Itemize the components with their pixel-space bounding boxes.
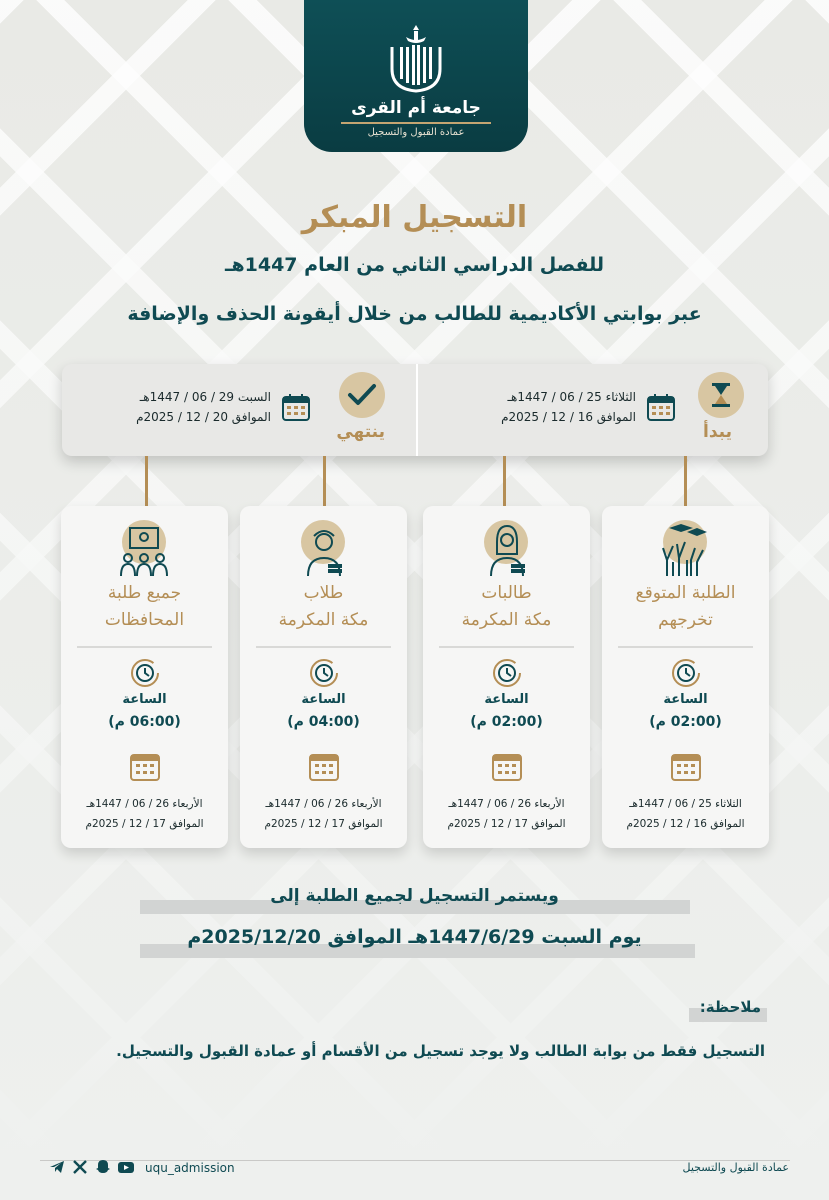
university-name: جامعة أم القرى [351,98,481,119]
calendar-icon [129,750,161,782]
card-audience-line1: طالبات [481,583,532,603]
time-label: الساعة [122,692,167,707]
time-value: (02:00 م) [470,714,543,730]
card-audience [602,580,769,634]
clock-icon [128,656,162,690]
gregorian-date: الموافق 17 / 12 / 2025م [264,818,383,830]
university-emblem-icon [386,23,446,93]
registration-continues [0,886,829,966]
female-student-icon [476,518,536,578]
gregorian-date: الموافق 17 / 12 / 2025م [447,818,566,830]
schedule-card-governorates [61,506,228,848]
continues-date: يوم السبت 1447/6/29هـ الموافق 2025/12/20م [187,926,642,948]
hijri-date: الأربعاء 26 / 06 / 1447هـ [448,798,565,810]
hijri-date: الأربعاء 26 / 06 / 1447هـ [265,798,382,810]
card-audience-line2: مكة المكرمة [461,610,552,631]
end-label: ينتهي [336,422,385,442]
registration-period-bar [62,364,768,456]
period-end [62,364,415,456]
end-hijri-date: السبت 29 / 06 / 1447هـ [139,390,271,404]
male-student-icon [293,518,353,578]
time-label: الساعة [663,692,708,707]
footer-deanship: عمادة القبول والتسجيل [682,1161,789,1174]
card-divider [256,646,391,648]
telegram-icon[interactable] [48,1158,66,1176]
continues-text: ويستمر التسجيل لجميع الطلبة إلى [270,886,559,906]
logo-divider [341,122,491,124]
start-label: يبدأ [703,422,732,442]
card-audience-line1: جميع طلبة [107,583,182,603]
card-audience-line2: مكة المكرمة [278,610,369,631]
card-divider [439,646,574,648]
card-audience-line1: طلاب [303,583,344,603]
note-text: التسجيل فقط من بوابة الطالب ولا يوجد تسجيل من الأقسام أو عمادة القبول والتسجيل. [116,1042,765,1060]
graduates-icon [655,518,715,578]
hijri-date: الثلاثاء 25 / 06 / 1447هـ [629,798,742,810]
time-value: (06:00 م) [108,714,181,730]
page-title: التسجيل المبكر [301,200,528,235]
card-audience-line2: المحافظات [104,610,185,631]
snapchat-icon[interactable] [94,1158,112,1176]
deanship-name: عمادة القبول والتسجيل [367,127,465,138]
portal-subtitle: عبر بوابتي الأكاديمية للطالب من خلال أيقونة الحذف والإضافة [127,303,702,325]
youtube-icon[interactable] [117,1158,135,1176]
start-hijri-date: الثلاثاء 25 / 06 / 1447هـ [507,390,636,404]
time-value: (02:00 م) [649,714,722,730]
card-audience [61,580,228,634]
calendar-icon [670,750,702,782]
calendar-icon [491,750,523,782]
social-handle[interactable]: uqu_admission [145,1161,235,1175]
connector-line [503,456,506,506]
note-label: ملاحظة: [699,998,761,1016]
period-start [415,364,768,456]
card-audience [240,580,407,634]
connector-line [145,456,148,506]
card-audience-line1: الطلبة المتوقع [635,583,736,603]
university-logo [304,0,528,152]
calendar-icon [308,750,340,782]
calendar-icon [646,392,676,422]
card-divider [618,646,753,648]
semester-subtitle: للفصل الدراسي الثاني من العام 1447هـ [224,254,605,276]
end-gregorian-date: الموافق 20 / 12 / 2025م [136,410,271,424]
card-divider [77,646,212,648]
checkmark-icon [339,372,385,418]
clock-icon [669,656,703,690]
card-audience-line2: تخرجهم [658,610,713,631]
presentation-icon [114,518,174,578]
time-label: الساعة [484,692,529,707]
time-label: الساعة [301,692,346,707]
clock-icon [307,656,341,690]
x-icon[interactable] [71,1158,89,1176]
connector-line [323,456,326,506]
schedule-card-female-makkah [423,506,590,848]
gregorian-date: الموافق 16 / 12 / 2025م [626,818,745,830]
card-audience [423,580,590,634]
hourglass-icon [698,372,744,418]
calendar-icon [281,392,311,422]
schedule-card-graduating [602,506,769,848]
clock-icon [490,656,524,690]
start-gregorian-date: الموافق 16 / 12 / 2025م [501,410,636,424]
gregorian-date: الموافق 17 / 12 / 2025م [85,818,204,830]
hijri-date: الأربعاء 26 / 06 / 1447هـ [86,798,203,810]
connector-line [684,456,687,506]
time-value: (04:00 م) [287,714,360,730]
schedule-card-male-makkah [240,506,407,848]
